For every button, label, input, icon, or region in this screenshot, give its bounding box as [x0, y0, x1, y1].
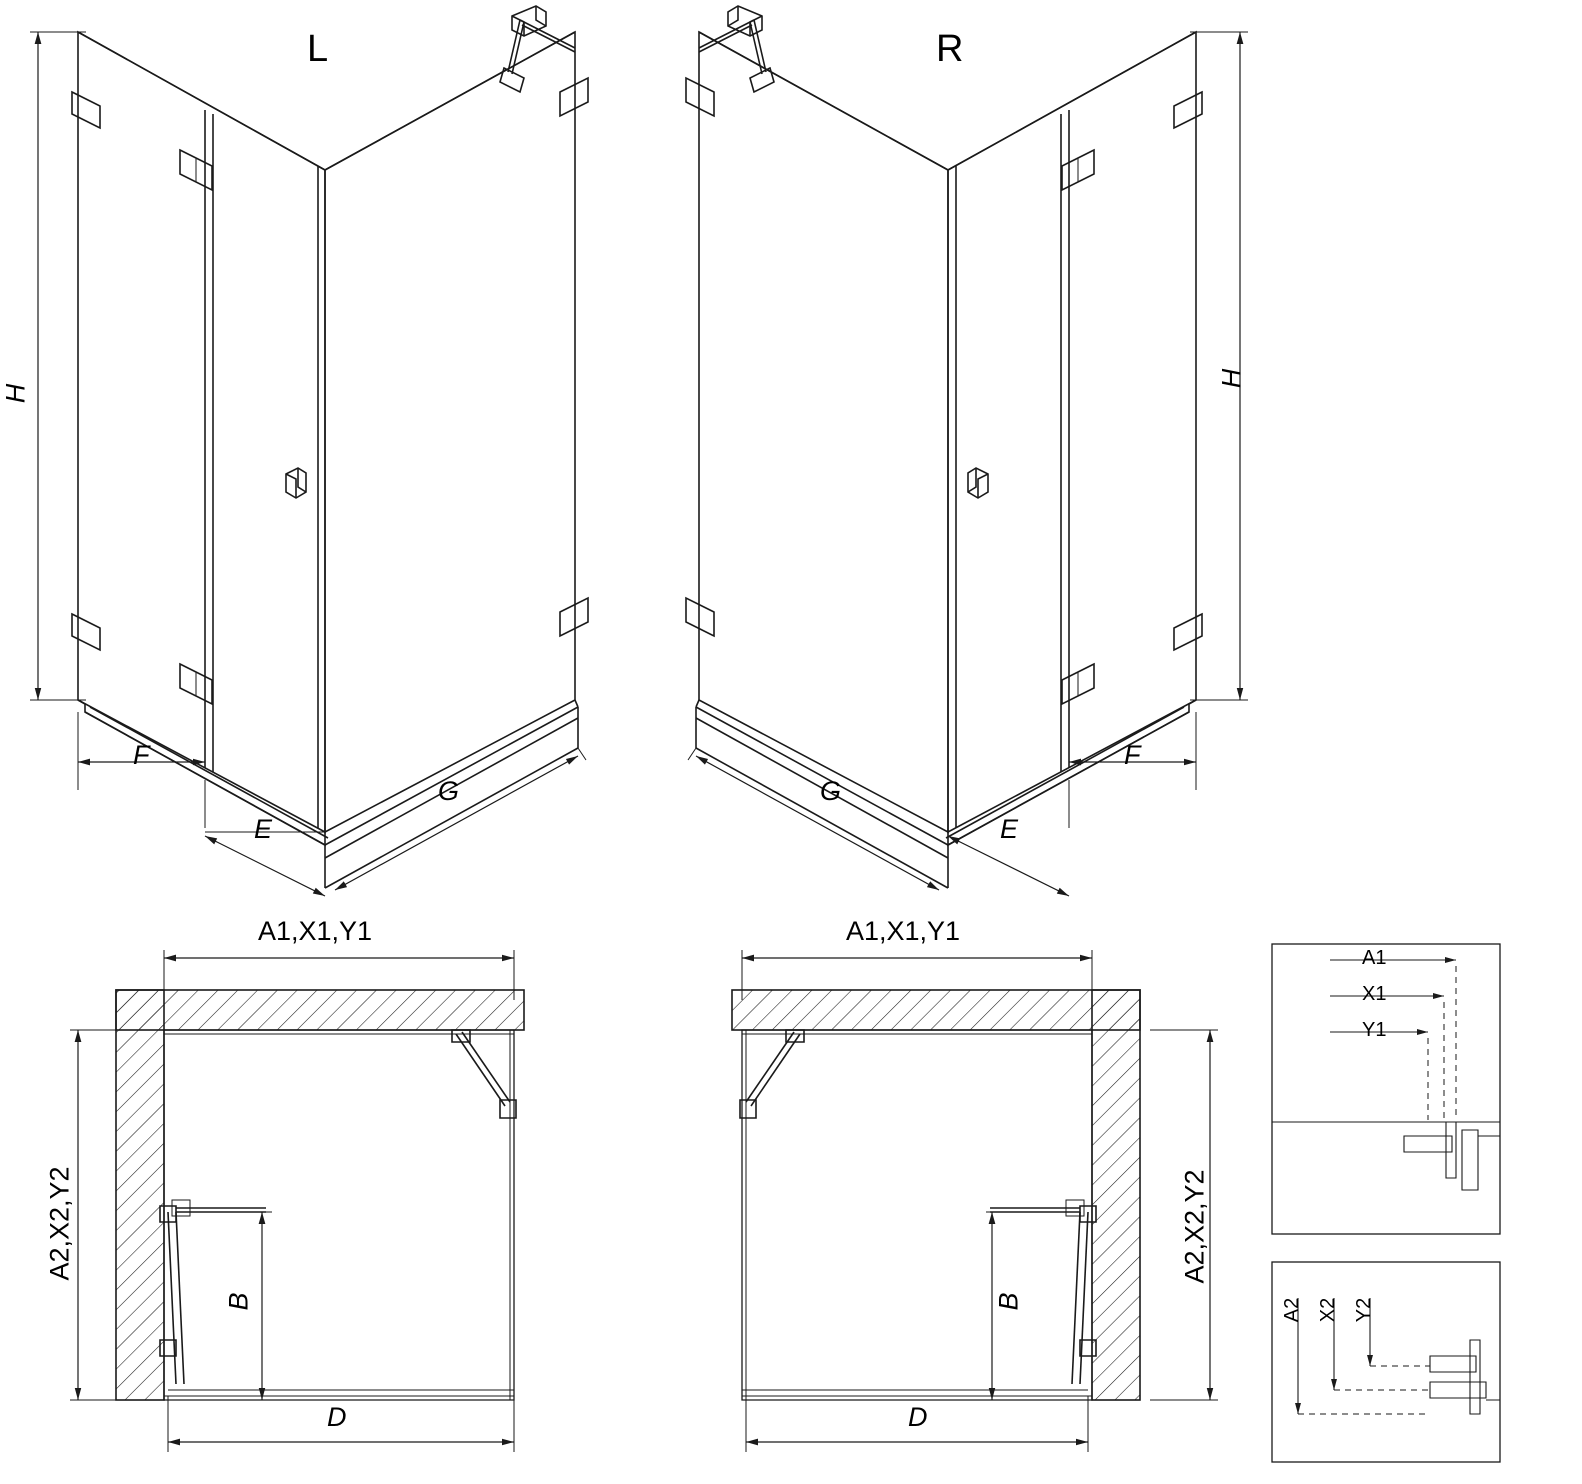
dim-label-height-right: H [1216, 368, 1247, 389]
dim-label-right-door: E [1000, 814, 1019, 844]
dim-label-plan-top-right: A1,X1,Y1 [846, 916, 961, 946]
dim-label-plan-side-right: A2,X2,Y2 [1179, 1169, 1210, 1284]
detail-label-x2: X2 [1317, 1297, 1340, 1323]
dim-label-right-side-panel: G [820, 776, 842, 806]
detail-label-y2: Y2 [1353, 1297, 1376, 1323]
dim-label-height-left: H [0, 383, 31, 404]
detail-label-y1: Y1 [1362, 1019, 1387, 1041]
dim-label-base-right: D [908, 1402, 928, 1432]
dim-label-right-front-panel: F [1124, 740, 1141, 770]
dim-label-left-door: E [254, 814, 273, 844]
dim-label-base-left: D [327, 1402, 347, 1432]
dim-label-left-side-panel: G [438, 776, 460, 806]
dim-label-plan-top-left: A1,X1,Y1 [258, 916, 373, 946]
label-left-variant: L [307, 28, 329, 70]
dim-label-door-open-left: B [223, 1292, 254, 1311]
dim-label-door-open-right: B [993, 1292, 1024, 1311]
detail-label-a2: A2 [1281, 1297, 1304, 1323]
dim-label-left-front-panel: F [133, 740, 150, 770]
label-right-variant: R [936, 28, 964, 70]
detail-label-x1: X1 [1362, 983, 1387, 1005]
dim-label-plan-side-left: A2,X2,Y2 [44, 1166, 75, 1281]
detail-label-a1: A1 [1362, 947, 1387, 969]
